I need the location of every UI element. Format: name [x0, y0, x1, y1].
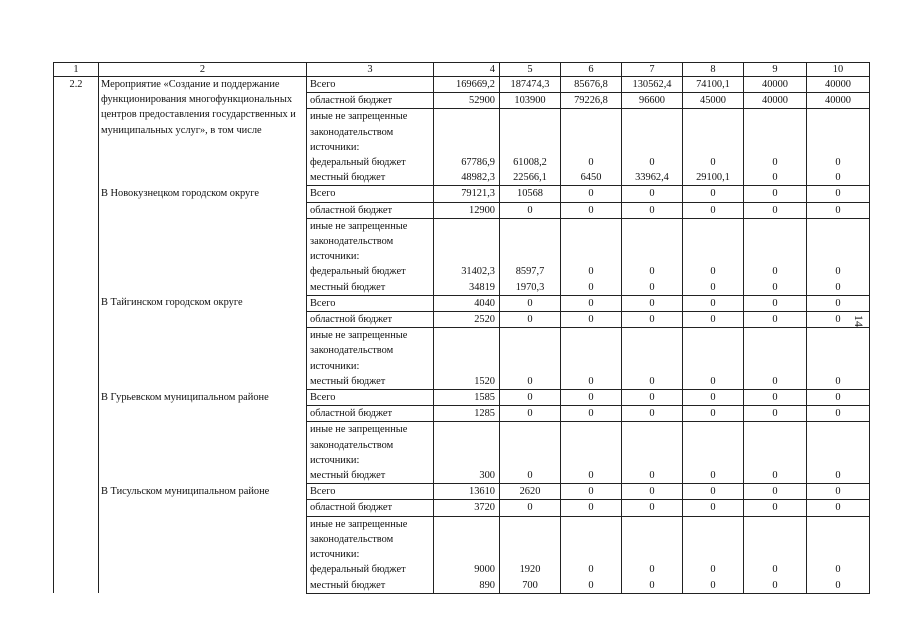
- row-number: [54, 484, 99, 593]
- amount-cell: 12900: [434, 202, 500, 218]
- table-row: [54, 390, 870, 406]
- amount-cell: [434, 328, 500, 374]
- amount-cell: 0: [622, 562, 683, 577]
- amount-cell: 0: [744, 202, 807, 218]
- amount-cell: [807, 516, 870, 562]
- amount-cell: 33962,4: [622, 170, 683, 186]
- funding-source-label: областной бюджет: [307, 202, 434, 218]
- amount-cell: 0: [500, 468, 561, 484]
- funding-source-label: местный бюджет: [307, 578, 434, 594]
- row-number: [54, 390, 99, 484]
- column-header: 5: [500, 63, 561, 77]
- measure-name: В Новокузнецком городском округе: [99, 186, 307, 295]
- amount-cell: 0: [744, 562, 807, 577]
- amount-cell: 0: [500, 374, 561, 390]
- amount-cell: 40000: [744, 77, 807, 93]
- funding-source-label: федеральный бюджет: [307, 155, 434, 170]
- amount-cell: 0: [683, 484, 744, 500]
- amount-cell: 52900: [434, 93, 500, 109]
- amount-cell: [683, 109, 744, 155]
- amount-cell: [622, 218, 683, 264]
- amount-cell: 0: [744, 390, 807, 406]
- amount-cell: [561, 516, 622, 562]
- amount-cell: 0: [807, 500, 870, 516]
- amount-cell: 0: [622, 280, 683, 296]
- amount-cell: 2520: [434, 312, 500, 328]
- funding-source-label: Всего: [307, 77, 434, 93]
- amount-cell: [807, 422, 870, 468]
- amount-cell: 0: [744, 280, 807, 296]
- amount-cell: 0: [807, 155, 870, 170]
- funding-source-label: областной бюджет: [307, 500, 434, 516]
- amount-cell: 0: [683, 202, 744, 218]
- amount-cell: 1970,3: [500, 280, 561, 296]
- amount-cell: 34819: [434, 280, 500, 296]
- funding-source-label: Всего: [307, 484, 434, 500]
- funding-source-label: местный бюджет: [307, 280, 434, 296]
- amount-cell: 0: [622, 406, 683, 422]
- amount-cell: [500, 328, 561, 374]
- column-header: 9: [744, 63, 807, 77]
- amount-cell: [683, 422, 744, 468]
- amount-cell: 6450: [561, 170, 622, 186]
- amount-cell: [622, 422, 683, 468]
- amount-cell: [434, 218, 500, 264]
- amount-cell: 79226,8: [561, 93, 622, 109]
- row-number: [54, 295, 99, 389]
- amount-cell: 29100,1: [683, 170, 744, 186]
- amount-cell: [500, 422, 561, 468]
- measure-name: В Тайгинском городском округе: [99, 295, 307, 389]
- amount-cell: 0: [744, 374, 807, 390]
- amount-cell: 61008,2: [500, 155, 561, 170]
- amount-cell: 103900: [500, 93, 561, 109]
- funding-source-label: иные не запрещенные законодательством источники:: [307, 422, 434, 468]
- amount-cell: 0: [807, 374, 870, 390]
- amount-cell: 0: [744, 186, 807, 202]
- amount-cell: 1585: [434, 390, 500, 406]
- amount-cell: 1520: [434, 374, 500, 390]
- table-row: [54, 484, 870, 500]
- amount-cell: 0: [561, 468, 622, 484]
- amount-cell: [622, 328, 683, 374]
- amount-cell: 0: [744, 468, 807, 484]
- amount-cell: 0: [561, 374, 622, 390]
- measure-name: В Тисульском муниципальном районе: [99, 484, 307, 593]
- funding-source-label: местный бюджет: [307, 468, 434, 484]
- amount-cell: 0: [683, 578, 744, 594]
- funding-source-label: областной бюджет: [307, 312, 434, 328]
- amount-cell: 0: [807, 562, 870, 577]
- funding-source-label: федеральный бюджет: [307, 264, 434, 279]
- amount-cell: 0: [500, 500, 561, 516]
- amount-cell: [561, 328, 622, 374]
- amount-cell: 0: [500, 202, 561, 218]
- amount-cell: 0: [807, 468, 870, 484]
- amount-cell: 0: [744, 264, 807, 279]
- amount-cell: 700: [500, 578, 561, 594]
- funding-source-label: иные не запрещенные законодательством источники:: [307, 516, 434, 562]
- amount-cell: [683, 516, 744, 562]
- amount-cell: [683, 328, 744, 374]
- amount-cell: 0: [561, 155, 622, 170]
- funding-source-label: иные не запрещенные законодательством источники:: [307, 109, 434, 155]
- amount-cell: 0: [561, 280, 622, 296]
- amount-cell: [744, 109, 807, 155]
- amount-cell: 0: [807, 264, 870, 279]
- amount-cell: [744, 422, 807, 468]
- amount-cell: 0: [744, 500, 807, 516]
- amount-cell: 0: [622, 202, 683, 218]
- amount-cell: 10568: [500, 186, 561, 202]
- amount-cell: 0: [683, 374, 744, 390]
- table-row: [54, 295, 870, 311]
- amount-cell: 0: [561, 295, 622, 311]
- amount-cell: 0: [622, 578, 683, 594]
- amount-cell: 0: [561, 406, 622, 422]
- amount-cell: 0: [807, 280, 870, 296]
- amount-cell: 0: [683, 500, 744, 516]
- column-header: 3: [307, 63, 434, 77]
- amount-cell: [744, 218, 807, 264]
- amount-cell: 0: [683, 468, 744, 484]
- amount-cell: 2620: [500, 484, 561, 500]
- amount-cell: 31402,3: [434, 264, 500, 279]
- amount-cell: [622, 109, 683, 155]
- amount-cell: 300: [434, 468, 500, 484]
- measure-name: В Гурьевском муниципальном районе: [99, 390, 307, 484]
- amount-cell: 79121,3: [434, 186, 500, 202]
- amount-cell: 0: [500, 295, 561, 311]
- column-header: 1: [54, 63, 99, 77]
- amount-cell: 0: [683, 312, 744, 328]
- amount-cell: 0: [683, 280, 744, 296]
- amount-cell: 67786,9: [434, 155, 500, 170]
- amount-cell: 1920: [500, 562, 561, 577]
- column-number-header-row: [54, 63, 870, 77]
- page-number: 14: [852, 315, 866, 327]
- amount-cell: 40000: [807, 93, 870, 109]
- amount-cell: 9000: [434, 562, 500, 577]
- amount-cell: 0: [622, 468, 683, 484]
- amount-cell: 0: [622, 484, 683, 500]
- amount-cell: 0: [561, 562, 622, 577]
- funding-source-label: Всего: [307, 186, 434, 202]
- funding-source-label: местный бюджет: [307, 170, 434, 186]
- funding-source-label: областной бюджет: [307, 406, 434, 422]
- amount-cell: 0: [807, 390, 870, 406]
- amount-cell: [807, 218, 870, 264]
- amount-cell: 0: [683, 155, 744, 170]
- amount-cell: 40000: [744, 93, 807, 109]
- amount-cell: 96600: [622, 93, 683, 109]
- amount-cell: 0: [561, 202, 622, 218]
- funding-source-label: иные не запрещенные законодательством источники:: [307, 218, 434, 264]
- amount-cell: 0: [683, 562, 744, 577]
- amount-cell: [807, 109, 870, 155]
- amount-cell: [500, 516, 561, 562]
- amount-cell: 0: [622, 295, 683, 311]
- amount-cell: [561, 218, 622, 264]
- amount-cell: [434, 516, 500, 562]
- amount-cell: 0: [744, 578, 807, 594]
- amount-cell: 0: [807, 312, 870, 328]
- amount-cell: 0: [807, 578, 870, 594]
- funding-source-label: федеральный бюджет: [307, 562, 434, 577]
- amount-cell: 0: [561, 484, 622, 500]
- funding-source-label: Всего: [307, 295, 434, 311]
- amount-cell: 0: [500, 406, 561, 422]
- amount-cell: 1285: [434, 406, 500, 422]
- amount-cell: 187474,3: [500, 77, 561, 93]
- funding-source-label: областной бюджет: [307, 93, 434, 109]
- column-header: 2: [99, 63, 307, 77]
- amount-cell: 0: [622, 374, 683, 390]
- amount-cell: 13610: [434, 484, 500, 500]
- amount-cell: 0: [622, 186, 683, 202]
- column-header: 8: [683, 63, 744, 77]
- amount-cell: [744, 328, 807, 374]
- amount-cell: [561, 422, 622, 468]
- amount-cell: 0: [622, 312, 683, 328]
- amount-cell: 0: [807, 186, 870, 202]
- amount-cell: [744, 516, 807, 562]
- amount-cell: [500, 218, 561, 264]
- table-row: [54, 186, 870, 202]
- amount-cell: 48982,3: [434, 170, 500, 186]
- amount-cell: 0: [807, 295, 870, 311]
- amount-cell: 0: [622, 264, 683, 279]
- amount-cell: 0: [561, 186, 622, 202]
- amount-cell: 40000: [807, 77, 870, 93]
- amount-cell: 0: [744, 312, 807, 328]
- amount-cell: 130562,4: [622, 77, 683, 93]
- amount-cell: 0: [683, 295, 744, 311]
- amount-cell: 0: [744, 295, 807, 311]
- amount-cell: 45000: [683, 93, 744, 109]
- column-header: 7: [622, 63, 683, 77]
- amount-cell: 0: [807, 484, 870, 500]
- amount-cell: 0: [561, 312, 622, 328]
- row-number: 2.2: [54, 77, 99, 186]
- amount-cell: [500, 109, 561, 155]
- amount-cell: 0: [683, 390, 744, 406]
- amount-cell: 0: [561, 500, 622, 516]
- amount-cell: 22566,1: [500, 170, 561, 186]
- amount-cell: 890: [434, 578, 500, 594]
- amount-cell: [683, 218, 744, 264]
- amount-cell: 74100,1: [683, 77, 744, 93]
- table-row: [54, 77, 870, 93]
- amount-cell: 0: [500, 390, 561, 406]
- amount-cell: 0: [807, 202, 870, 218]
- column-header: 4: [434, 63, 500, 77]
- amount-cell: 0: [561, 578, 622, 594]
- amount-cell: 85676,8: [561, 77, 622, 93]
- amount-cell: [622, 516, 683, 562]
- amount-cell: 0: [622, 500, 683, 516]
- row-number: [54, 186, 99, 295]
- funding-source-label: иные не запрещенные законодательством источники:: [307, 328, 434, 374]
- amount-cell: 0: [744, 170, 807, 186]
- amount-cell: 0: [622, 390, 683, 406]
- amount-cell: 0: [683, 264, 744, 279]
- funding-source-label: местный бюджет: [307, 374, 434, 390]
- amount-cell: 0: [500, 312, 561, 328]
- amount-cell: 0: [683, 186, 744, 202]
- column-header: 6: [561, 63, 622, 77]
- amount-cell: [434, 109, 500, 155]
- amount-cell: 0: [683, 406, 744, 422]
- funding-source-label: Всего: [307, 390, 434, 406]
- amount-cell: 0: [744, 484, 807, 500]
- amount-cell: 0: [561, 390, 622, 406]
- amount-cell: 0: [561, 264, 622, 279]
- amount-cell: 0: [744, 406, 807, 422]
- amount-cell: 169669,2: [434, 77, 500, 93]
- amount-cell: [561, 109, 622, 155]
- measure-name: Мероприятие «Создание и поддержание функционирования многофункциональных центров предоставления государственных и муниципальных услуг», в том числе: [99, 77, 307, 186]
- amount-cell: 4040: [434, 295, 500, 311]
- amount-cell: 0: [807, 170, 870, 186]
- amount-cell: 8597,7: [500, 264, 561, 279]
- budget-table: [53, 62, 870, 594]
- amount-cell: 3720: [434, 500, 500, 516]
- amount-cell: 0: [622, 155, 683, 170]
- amount-cell: [434, 422, 500, 468]
- column-header: 10: [807, 63, 870, 77]
- amount-cell: 0: [744, 155, 807, 170]
- amount-cell: [807, 328, 870, 374]
- amount-cell: 0: [807, 406, 870, 422]
